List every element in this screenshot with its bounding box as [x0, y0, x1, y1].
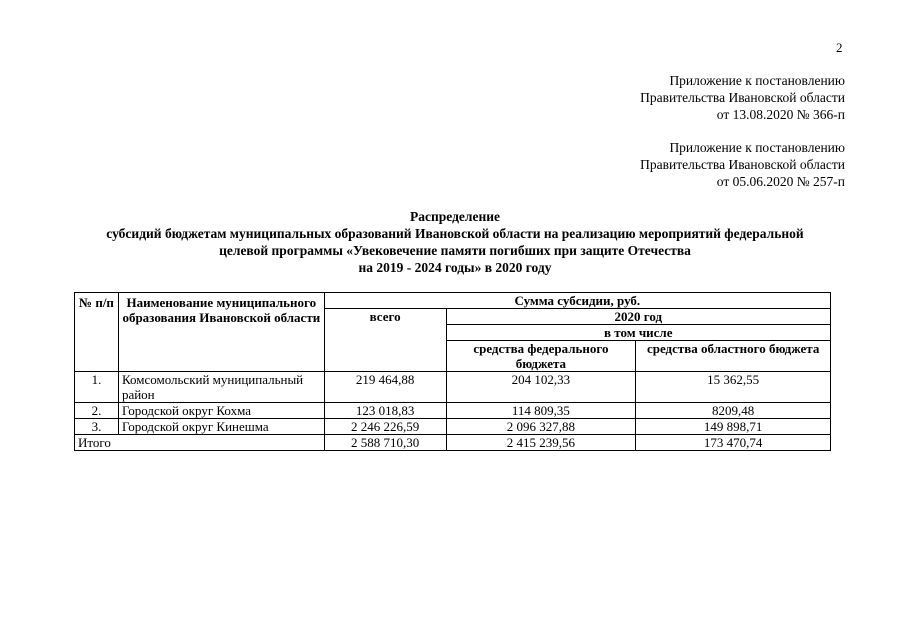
appendix-previous	[640, 139, 845, 190]
header-number: № п/п	[75, 293, 119, 372]
document-title	[40, 208, 870, 276]
row-regional: 149 898,71	[636, 419, 831, 435]
row-total: 2 246 226,59	[324, 419, 446, 435]
appendix-previous-line3: от 05.06.2020 № 257-п	[716, 174, 845, 189]
row-federal: 114 809,35	[446, 403, 636, 419]
row-number: 1.	[75, 372, 119, 403]
totals-row	[75, 435, 831, 451]
row-federal: 204 102,33	[446, 372, 636, 403]
header-year: 2020 год	[446, 309, 830, 325]
totals-total: 2 588 710,30	[324, 435, 446, 451]
row-number: 3.	[75, 419, 119, 435]
row-name: Городской округ Кинешма	[118, 419, 324, 435]
row-regional: 8209,48	[636, 403, 831, 419]
page-number: 2	[836, 40, 843, 55]
title-line1: Распределение	[409, 209, 501, 224]
appendix-current-line2: Правительства Ивановской области	[640, 90, 845, 105]
appendix-previous-line1: Приложение к постановлению	[669, 140, 845, 155]
row-federal: 2 096 327,88	[446, 419, 636, 435]
table-row	[75, 419, 831, 435]
header-name: Наименование муниципального образования Ивановской области	[118, 293, 324, 372]
appendix-current	[640, 72, 845, 123]
header-regional: средства областного бюджета	[636, 341, 831, 372]
appendix-current-line1: Приложение к постановлению	[669, 73, 845, 88]
header-total: всего	[324, 309, 446, 372]
row-regional: 15 362,55	[636, 372, 831, 403]
totals-label: Итого	[75, 435, 325, 451]
row-total: 219 464,88	[324, 372, 446, 403]
header-including: в том числе	[446, 325, 830, 341]
appendix-current-line3: от 13.08.2020 № 366-п	[716, 107, 845, 122]
header-federal: средства федерального бюджета	[446, 341, 636, 372]
title-line4: на 2019 - 2024 годы» в 2020 году	[358, 260, 552, 275]
totals-regional: 173 470,74	[636, 435, 831, 451]
title-line2: субсидий бюджетам муниципальных образований Ивановской области на реализацию мероприятий федеральной	[106, 226, 804, 241]
table-row	[75, 403, 831, 419]
title-line3: целевой программы «Увековечение памяти погибших при защите Отечества	[219, 243, 691, 258]
totals-federal: 2 415 239,56	[446, 435, 636, 451]
header-row-1	[75, 293, 831, 309]
row-name: Комсомольский муниципальный район	[118, 372, 324, 403]
table-row	[75, 372, 831, 403]
subsidy-table	[74, 292, 831, 451]
row-total: 123 018,83	[324, 403, 446, 419]
header-sum: Сумма субсидии, руб.	[324, 293, 830, 309]
appendix-previous-line2: Правительства Ивановской области	[640, 157, 845, 172]
row-number: 2.	[75, 403, 119, 419]
row-name: Городской округ Кохма	[118, 403, 324, 419]
